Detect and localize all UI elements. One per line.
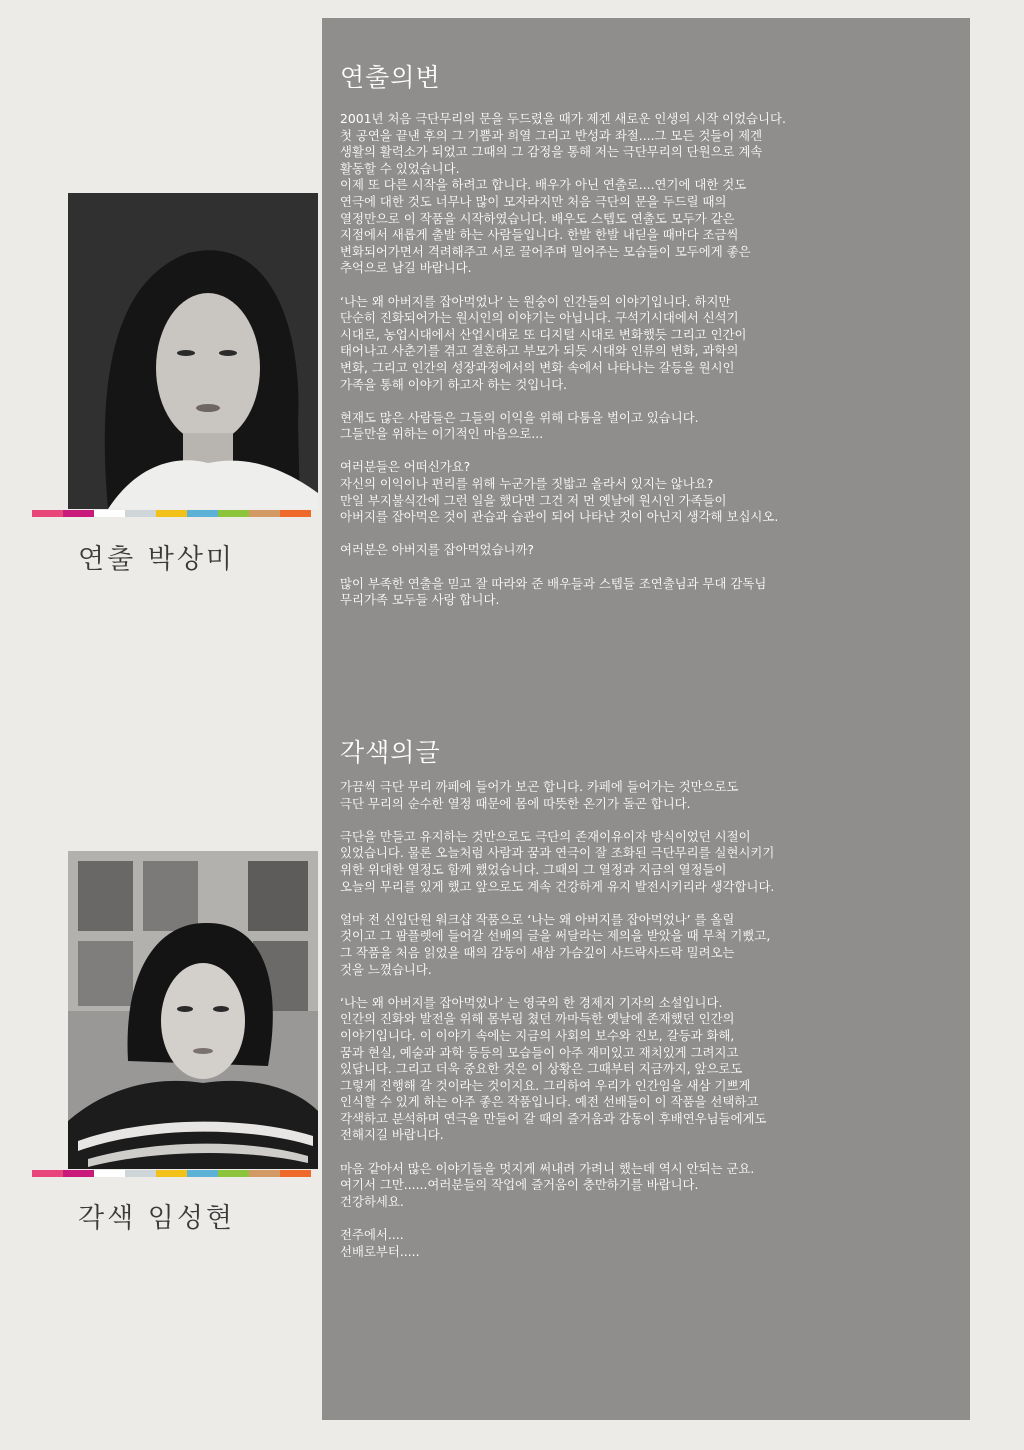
paragraph-gap	[340, 978, 964, 995]
text-line: 각색하고 분석하며 연극을 만들어 갈 때의 즐거움과 감동이 후배연우님들에게도	[340, 1110, 767, 1126]
paragraph-gap	[340, 1144, 964, 1161]
text-line: 단순히 진화되어가는 원시인의 이야기는 아닙니다. 구석기시대에서 신석기	[340, 310, 739, 326]
strip-segment	[94, 1170, 125, 1177]
text-line: 것이고 그 팜플렛에 들어갈 선배의 글을 써달라는 제의을 받았을 때 무척 기뻤고,	[340, 928, 771, 944]
paragraph-gap	[340, 277, 964, 294]
strip-segment	[156, 510, 187, 517]
text-line: 전주에서....	[340, 1227, 404, 1243]
text-line: 있답니다. 그리고 더욱 중요한 것은 이 상황은 그때부터 지금까지, 앞으로도	[340, 1061, 743, 1077]
text-line: 있었습니다. 물론 오늘처럼 사람과 꿈과 연극이 잘 조화된 극단무리를 실현시키기	[340, 845, 775, 861]
text-line: 극단을 만들고 유지하는 것만으로도 극단의 존재이유이자 방식이었던 시절이	[340, 828, 751, 844]
text-line: 얼마 전 신입단원 워크샵 작품으로 ‘나는 왜 아버지를 잡아먹었나’ 를 올릴	[340, 911, 735, 927]
text-line: 가족을 통해 이야기 하고자 하는 것입니다.	[340, 376, 568, 392]
text-line: 것을 느꼈습니다.	[340, 961, 432, 977]
text-line: 전해지길 바랍니다.	[340, 1127, 444, 1143]
director-photo	[68, 193, 318, 509]
text-line: 그렇게 진행해 갈 것이라는 것이지요. 그리하여 우리가 인간임을 새삼 기쁘게	[340, 1077, 751, 1093]
color-strip-director	[32, 510, 311, 517]
strip-segment	[187, 1170, 218, 1177]
text-line: 아버지를 잡아먹은 것이 관습과 습관이 되어 나타난 것이 아닌지 생각해 보십시오.	[340, 509, 779, 525]
text-line: 여러분들은 어떠신가요?	[340, 459, 471, 475]
text-line: 현재도 많은 사람들은 그들의 이익을 위해 다툼을 벌이고 있습니다.	[340, 409, 699, 425]
strip-segment	[280, 1170, 311, 1177]
text-line: 생활의 활력소가 되었고 그때의 그 감정을 통해 저는 극단무리의 단원으로 계속	[340, 144, 763, 160]
text-line: ‘나는 왜 아버지를 잡아먹었나’ 는 원숭이 인간들의 이야기입니다. 하지만	[340, 293, 731, 309]
text-line: 인간의 진화와 발전을 위해 몸부림 쳤던 까마득한 옛날에 존재했던 인간의	[340, 1011, 735, 1027]
writer-section-title: 각색의글	[340, 738, 441, 767]
paragraph-gap	[340, 559, 964, 576]
text-line: 가끔씩 극단 무리 까페에 들어가 보곤 합니다. 카페에 들어가는 것만으로도	[340, 779, 739, 794]
text-line: 시대로, 농업시대에서 산업시대로 또 디지털 시대로 변화했듯 그리고 인간이	[340, 326, 747, 342]
text-line: 마음 같아서 많은 이야기들을 멋지게 써내려 가려니 했는데 역시 안되는 군요.	[340, 1160, 755, 1176]
text-line: 선배로부터.....	[340, 1243, 420, 1259]
text-line: 자신의 이익이나 편리를 위해 누군가를 짓밟고 올라서 있지는 않나요?	[340, 476, 714, 492]
strip-segment	[32, 510, 63, 517]
text-line: 열정만으로 이 작품을 시작하였습니다. 배우도 스텝도 연출도 모두가 같은	[340, 210, 735, 226]
text-line: 여기서 그만......여러분들의 작업에 즐거움이 충만하기를 바랍니다.	[340, 1177, 699, 1193]
text-line: 이제 또 다른 시작을 하려고 합니다. 배우가 아닌 연출로....연기에 대한 것도	[340, 177, 747, 193]
director-section-title: 연출의변	[340, 63, 441, 92]
text-line: 변화되어가면서 격려해주고 서로 끌어주며 밀어주는 모습들이 모두에게 좋은	[340, 243, 751, 259]
writer-caption: 각색 임성현	[78, 1203, 235, 1234]
text-line: 첫 공연을 끝낸 후의 그 기쁨과 희열 그리고 반성과 좌절....그 모든 것들이 제겐	[340, 127, 763, 143]
strip-segment	[63, 1170, 94, 1177]
strip-segment	[280, 510, 311, 517]
writer-message	[340, 779, 964, 1260]
text-line: 만일 부지불식간에 그런 일을 했다면 그건 저 먼 옛날에 원시인 가족들이	[340, 492, 727, 508]
text-line: 추억으로 남길 바랍니다.	[340, 260, 472, 276]
text-line: 오늘의 무리를 있게 했고 앞으로도 계속 건강하게 유지 발전시키리라 생각합니다.	[340, 878, 775, 894]
text-line: 인식할 수 있게 하는 아주 좋은 작품입니다. 예전 선배들이 이 작품을 선택하고	[340, 1094, 759, 1110]
strip-segment	[94, 510, 125, 517]
writer-photo	[68, 851, 318, 1169]
color-strip-writer	[32, 1170, 311, 1177]
strip-segment	[249, 1170, 280, 1177]
strip-segment	[32, 1170, 63, 1177]
text-line: 무리가족 모두들 사랑 합니다.	[340, 592, 500, 608]
strip-segment	[125, 1170, 156, 1177]
text-line: 그 작품을 처음 읽었을 때의 감동이 새삼 가슴깊이 사드락사드락 밀려오는	[340, 944, 735, 960]
paragraph-gap	[340, 526, 964, 543]
paragraph-gap	[340, 895, 964, 912]
text-line: 활동할 수 있었습니다.	[340, 160, 460, 176]
text-line: 그들만을 위하는 이기적인 마음으로...	[340, 426, 544, 442]
text-line: 2001년 처음 극단무리의 문을 두드렸을 때가 제겐 새로운 인생의 시작 이었습니다.	[340, 111, 786, 126]
paragraph-gap	[340, 1210, 964, 1227]
paragraph-gap	[340, 443, 964, 460]
director-message	[340, 111, 964, 609]
paragraph-gap	[340, 812, 964, 829]
strip-segment	[63, 510, 94, 517]
paragraph-gap	[340, 393, 964, 410]
text-line: 위한 위대한 열정도 함께 했었습니다. 그때의 그 열정과 지금의 열정들이	[340, 861, 727, 877]
text-line: 태어나고 사춘기를 겪고 결혼하고 부모가 되듯 시대와 인류의 변화, 과학의	[340, 343, 739, 359]
text-line: 지점에서 새롭게 출발 하는 사람들입니다. 한발 한발 내딛을 때마다 조금씩	[340, 227, 739, 243]
text-line: 변화, 그리고 인간의 성장과정에서의 변화 속에서 나타나는 갈등을 원시인	[340, 359, 735, 375]
text-line: 여러분은 아버지를 잡아먹었습니까?	[340, 542, 534, 558]
director-caption: 연출 박상미	[78, 544, 235, 575]
strip-segment	[125, 510, 156, 517]
strip-segment	[187, 510, 218, 517]
strip-segment	[218, 1170, 249, 1177]
text-line: 이야기입니다. 이 이야기 속에는 지금의 사회의 보수와 진보, 갈등과 화해,	[340, 1027, 735, 1043]
strip-segment	[156, 1170, 187, 1177]
strip-segment	[249, 510, 280, 517]
strip-segment	[218, 510, 249, 517]
text-line: 건강하세요.	[340, 1193, 404, 1209]
text-line: ‘나는 왜 아버지를 잡아먹었나’ 는 영국의 한 경제지 기자의 소설입니다.	[340, 994, 723, 1010]
text-line: 많이 부족한 연출을 믿고 잘 따라와 준 배우들과 스텝들 조연출님과 무대 감독님	[340, 575, 767, 591]
text-line: 연극에 대한 것도 너무나 많이 모자라지만 처음 극단의 문을 두드릴 때의	[340, 193, 727, 209]
text-line: 꿈과 현실, 예술과 과학 등등의 모습들이 아주 재미있고 재치있게 그려지고	[340, 1044, 739, 1060]
text-line: 극단 무리의 순수한 열정 때문에 몸에 따뜻한 온기가 돌곤 합니다.	[340, 795, 691, 811]
